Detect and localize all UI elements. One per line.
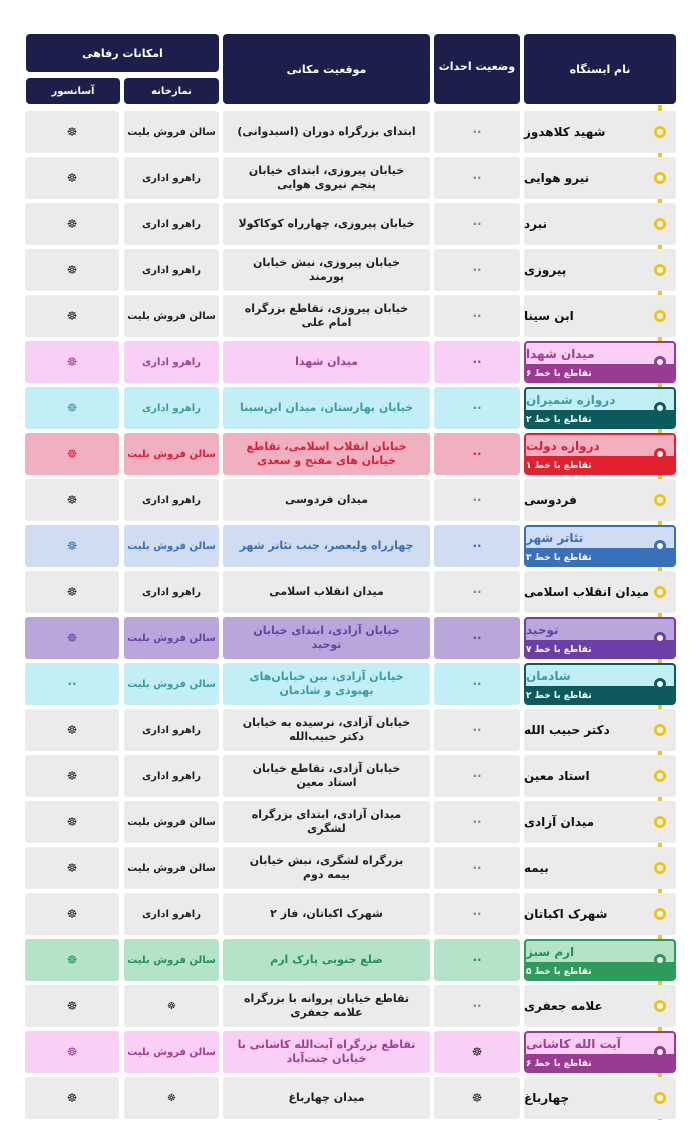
station-dot-icon <box>654 954 666 966</box>
station-name: شادمان <box>526 668 571 683</box>
elevator-cell <box>25 249 119 291</box>
station-name: ارم سبز <box>526 944 575 959</box>
station-row <box>0 755 696 797</box>
station-name: میدان شهدا <box>526 346 595 361</box>
location-cell: ضلع جنوبی پارک ارم <box>223 939 430 981</box>
elevator-cell <box>25 111 119 153</box>
status-icon: ·· <box>472 907 482 921</box>
station-row <box>0 847 696 889</box>
station-row <box>0 111 696 153</box>
elevator-cell <box>25 709 119 751</box>
elevator-icon: ☸ <box>66 907 78 921</box>
status-icon: ·· <box>472 861 482 875</box>
prayer-room-cell: راهرو اداری <box>124 249 219 291</box>
location-cell: خیابان پیروزی، چهارراه کوکاکولا <box>223 203 430 245</box>
station-row <box>0 801 696 843</box>
station-name: دروازه شمیران <box>526 392 616 407</box>
elevator-cell <box>25 985 119 1027</box>
prayer-room-cell: سالن فروش بلیت <box>124 1031 219 1073</box>
station-dot-icon <box>654 264 666 276</box>
station-dot-icon <box>654 908 666 920</box>
station-row <box>0 479 696 521</box>
prayer-room-cell: راهرو اداری <box>124 479 219 521</box>
station-row <box>0 571 696 613</box>
status-icon: ·· <box>472 585 482 599</box>
transfer-label: تقاطع با خط ۱ <box>526 456 674 475</box>
station-name: تئاتر شهر <box>526 530 584 545</box>
elevator-cell <box>25 387 119 429</box>
status-icon: ·· <box>472 953 482 967</box>
prayer-room-cell: سالن فروش بلیت <box>124 939 219 981</box>
location-cell: خیابان آزادی، بین خیابان‌های بهبودی و شادمان <box>223 663 430 705</box>
status-cell <box>434 709 520 751</box>
location-cell: بزرگراه لشگری، نبش خیابان بیمه دوم <box>223 847 430 889</box>
status-cell <box>434 295 520 337</box>
elevator-cell <box>25 801 119 843</box>
elevator-cell <box>25 157 119 199</box>
elevator-icon: ☸ <box>66 125 78 139</box>
location-cell: چهارراه ولیعصر، جنب تئاتر شهر <box>223 525 430 567</box>
elevator-icon: ☸ <box>66 309 78 323</box>
station-dot-icon <box>654 816 666 828</box>
station-name[interactable]: فردوسی <box>524 479 676 521</box>
status-cell <box>434 939 520 981</box>
prayer-room-cell: راهرو اداری <box>124 203 219 245</box>
station-name[interactable]: شهید کلاهدوز <box>524 111 676 153</box>
station-row <box>0 203 696 245</box>
elevator-icon: ☸ <box>66 217 78 231</box>
elevator-cell <box>25 571 119 613</box>
station-row <box>0 341 696 383</box>
station-name[interactable]: میدان آزادی <box>524 801 676 843</box>
station-name[interactable]: نیرو هوایی <box>524 157 676 199</box>
station-name[interactable]: بیمه <box>524 847 676 889</box>
station-dot-icon <box>654 1092 666 1104</box>
status-icon: ·· <box>472 125 482 139</box>
elevator-icon: ☸ <box>66 539 78 553</box>
elevator-icon: ☸ <box>66 631 78 645</box>
station-name-header: نام ایستگاه <box>524 34 676 104</box>
transfer-label: تقاطع با خط ۲ <box>526 410 674 429</box>
station-dot-icon <box>654 218 666 230</box>
elevator-icon: ☸ <box>66 355 78 369</box>
location-cell: میدان آزادی، ابتدای بزرگراه لشگری <box>223 801 430 843</box>
status-icon: ·· <box>472 263 482 277</box>
station-dot-icon <box>654 494 666 506</box>
location-cell: خیابان انقلاب اسلامی، تقاطع خیابان های مفتح و سعدی <box>223 433 430 475</box>
station-name[interactable]: شهرک اکباتان <box>524 893 676 935</box>
station-row <box>0 893 696 935</box>
elevator-cell <box>25 433 119 475</box>
station-dot-icon <box>654 310 666 322</box>
elevator-icon: ☸ <box>66 1045 78 1059</box>
station-dot-icon <box>654 770 666 782</box>
location-cell: تقاطع خیابان پروانه با بزرگراه علامه جعفری <box>223 985 430 1027</box>
prayer-room-cell: سالن فروش بلیت <box>124 663 219 705</box>
station-row <box>0 1077 696 1119</box>
prayer-room-cell: سالن فروش بلیت <box>124 433 219 475</box>
station-row <box>0 709 696 751</box>
elevator-icon: ☸ <box>66 447 78 461</box>
station-name[interactable]: ابن سینا <box>524 295 676 337</box>
status-icon: ·· <box>472 539 482 553</box>
station-dot-icon <box>654 126 666 138</box>
elevator-icon: ☸ <box>66 493 78 507</box>
location-cell: خیابان پیروزی، نبش خیابان پورمند <box>223 249 430 291</box>
prayer-room-cell: سالن فروش بلیت <box>124 617 219 659</box>
status-cell <box>434 617 520 659</box>
amenities-header: امکانات رفاهی <box>26 34 219 72</box>
station-dot-icon <box>654 356 666 368</box>
status-cell <box>434 111 520 153</box>
elevator-cell <box>25 1077 119 1119</box>
elevator-header: آسانسور <box>26 78 120 104</box>
station-dot-icon <box>654 448 666 460</box>
status-icon: ·· <box>472 999 482 1013</box>
elevator-cell <box>25 341 119 383</box>
status-cell <box>434 571 520 613</box>
location-header: موقعیت مکانی <box>223 34 430 104</box>
elevator-cell <box>25 663 119 705</box>
station-name[interactable]: پیروزی <box>524 249 676 291</box>
location-cell: خیابان آزادی، نرسیده به خیابان دکتر حبیب‌الله <box>223 709 430 751</box>
status-cell <box>434 433 520 475</box>
station-name[interactable]: استاد معین <box>524 755 676 797</box>
status-cell <box>434 893 520 935</box>
station-dot-icon <box>654 678 666 690</box>
location-cell: ابتدای بزرگراه دوران (اسبدوانی) <box>223 111 430 153</box>
elevator-cell <box>25 847 119 889</box>
station-name[interactable]: دکتر حبیب الله <box>524 709 676 751</box>
station-name: آیت الله کاشانی <box>526 1036 621 1051</box>
elevator-cell <box>25 295 119 337</box>
station-dot-icon <box>654 402 666 414</box>
status-cell <box>434 801 520 843</box>
status-icon: ·· <box>472 769 482 783</box>
station-row <box>0 433 696 475</box>
station-dot-icon <box>654 586 666 598</box>
status-icon: ·· <box>472 631 482 645</box>
transfer-label: تقاطع با خط ۳ <box>526 548 674 567</box>
location-cell: میدان شهدا <box>223 341 430 383</box>
elevator-icon: ☸ <box>66 1091 78 1105</box>
prayer-room-cell: راهرو اداری <box>124 157 219 199</box>
status-cell <box>434 1031 520 1073</box>
transfer-label: تقاطع با خط ۶ <box>526 1054 674 1073</box>
elevator-cell <box>25 203 119 245</box>
elevator-icon: ☸ <box>66 401 78 415</box>
elevator-icon: ☸ <box>66 171 78 185</box>
elevator-cell <box>25 617 119 659</box>
station-name[interactable]: نبرد <box>524 203 676 245</box>
station-name: دروازه دولت <box>526 438 600 453</box>
station-dot-icon <box>654 1046 666 1058</box>
location-cell: خیابان آزادی، تقاطع خیابان استاد معین <box>223 755 430 797</box>
status-icon: ·· <box>472 355 482 369</box>
station-dot-icon <box>654 540 666 552</box>
status-header: وضعیت احداث <box>434 34 520 104</box>
status-cell <box>434 847 520 889</box>
location-cell: تقاطع بزرگراه آیت‌الله کاشانی با خیابان جنت‌آباد <box>223 1031 430 1073</box>
transfer-label: تقاطع با خط ۶ <box>526 364 674 383</box>
status-icon: ·· <box>472 447 482 461</box>
status-icon: ·· <box>472 171 482 185</box>
elevator-icon: ☸ <box>66 585 78 599</box>
elevator-cell <box>25 939 119 981</box>
elevator-icon: ☸ <box>66 861 78 875</box>
status-icon: ·· <box>472 677 482 691</box>
station-dot-icon <box>654 632 666 644</box>
status-cell <box>434 755 520 797</box>
prayer-room-cell: راهرو اداری <box>124 709 219 751</box>
status-cell <box>434 387 520 429</box>
location-cell: میدان فردوسی <box>223 479 430 521</box>
station-row <box>0 525 696 567</box>
location-cell: خیابان بهارستان، میدان ابن‌سینا <box>223 387 430 429</box>
station-row <box>0 617 696 659</box>
status-icon: ·· <box>472 815 482 829</box>
station-dot-icon <box>654 862 666 874</box>
prayer-room-cell: سالن فروش بلیت <box>124 295 219 337</box>
status-icon: ·· <box>472 493 482 507</box>
status-cell <box>434 157 520 199</box>
prayer-room-cell: سالن فروش بلیت <box>124 801 219 843</box>
location-cell: خیابان آزادی، ابتدای خیابان توحید <box>223 617 430 659</box>
location-cell: میدان چهارباغ <box>223 1077 430 1119</box>
station-dot-icon <box>654 172 666 184</box>
elevator-cell <box>25 479 119 521</box>
station-dot-icon <box>654 724 666 736</box>
prayer-room-cell: راهرو اداری <box>124 341 219 383</box>
status-cell <box>434 525 520 567</box>
elevator-icon: ☸ <box>66 263 78 277</box>
status-cell <box>434 985 520 1027</box>
station-row <box>0 663 696 705</box>
location-cell: شهرک اکباتان، فاز ۲ <box>223 893 430 935</box>
status-cell <box>434 663 520 705</box>
status-icon: ·· <box>472 217 482 231</box>
status-cell <box>434 203 520 245</box>
station-row <box>0 157 696 199</box>
status-icon: ☸ <box>471 1045 483 1059</box>
station-name[interactable]: چهارباغ <box>524 1077 676 1119</box>
transfer-label: تقاطع با خط ۲ <box>526 686 674 705</box>
transfer-label: تقاطع با خط ۷ <box>526 640 674 659</box>
elevator-cell <box>25 525 119 567</box>
prayer-room-cell: سالن فروش بلیت <box>124 111 219 153</box>
status-icon: ·· <box>472 723 482 737</box>
station-name[interactable]: علامه جعفری <box>524 985 676 1027</box>
prayer-room-cell: سالن فروش بلیت <box>124 525 219 567</box>
station-row <box>0 985 696 1027</box>
status-cell <box>434 1077 520 1119</box>
prayer-room-cell: راهرو اداری <box>124 755 219 797</box>
status-cell <box>434 341 520 383</box>
location-cell: خیابان پیروزی، تقاطع بزرگراه امام علی <box>223 295 430 337</box>
location-cell: خیابان پیروزی، ابتدای خیابان پنجم نیروی هوایی <box>223 157 430 199</box>
prayer-room-cell: راهرو اداری <box>124 571 219 613</box>
status-icon: ·· <box>472 309 482 323</box>
status-cell <box>434 249 520 291</box>
location-cell: میدان انقلاب اسلامی <box>223 571 430 613</box>
elevator-icon: ☸ <box>66 815 78 829</box>
station-row <box>0 295 696 337</box>
prayer-room-cell: راهرو اداری <box>124 893 219 935</box>
station-row <box>0 939 696 981</box>
elevator-cell <box>25 755 119 797</box>
elevator-icon: ☸ <box>66 723 78 737</box>
elevator-icon: ☸ <box>66 953 78 967</box>
station-row <box>0 249 696 291</box>
station-name: توحید <box>526 622 559 637</box>
elevator-icon: ·· <box>67 677 77 691</box>
status-icon: ·· <box>472 401 482 415</box>
elevator-cell <box>25 893 119 935</box>
station-row <box>0 1031 696 1073</box>
elevator-icon: ☸ <box>66 769 78 783</box>
station-dot-icon <box>654 1000 666 1012</box>
prayer-room-cell: ☸ <box>124 1077 219 1119</box>
prayer-room-header: نمازخانه <box>124 78 219 104</box>
prayer-room-cell: راهرو اداری <box>124 387 219 429</box>
status-icon: ☸ <box>471 1091 483 1105</box>
station-name[interactable]: میدان انقلاب اسلامی <box>524 571 676 613</box>
station-row <box>0 387 696 429</box>
elevator-icon: ☸ <box>66 999 78 1013</box>
prayer-room-cell: ☸ <box>124 985 219 1027</box>
elevator-cell <box>25 1031 119 1073</box>
prayer-room-cell: سالن فروش بلیت <box>124 847 219 889</box>
transfer-label: تقاطع با خط ۵ <box>526 962 674 981</box>
status-cell <box>434 479 520 521</box>
